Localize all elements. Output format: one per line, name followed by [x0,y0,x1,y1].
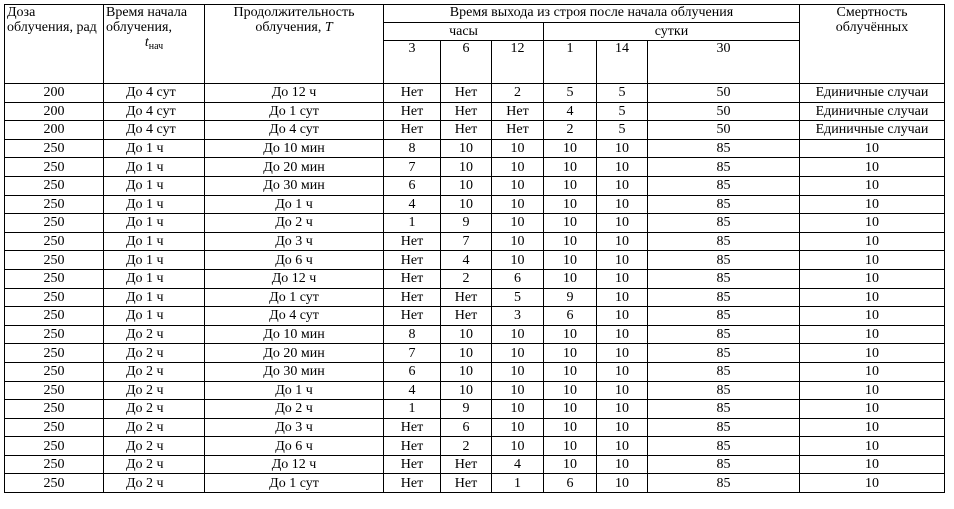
exit-3h-cell: Нет [384,251,441,270]
exit-6h-cell: 2 [441,437,492,456]
dose-cell: 250 [5,214,104,233]
dose-cell: 250 [5,269,104,288]
header-start-time-symbol [106,35,202,54]
mortality-cell: 10 [800,195,945,214]
exit-30d-cell: 50 [648,84,800,103]
header-start-time-text: Время начала облучения, [106,5,188,35]
duration-cell: До 1 ч [205,195,384,214]
exit-14d-cell: 10 [597,307,648,326]
exit-14d-cell: 5 [597,84,648,103]
exit-30d-cell: 85 [648,158,800,177]
exit-30d-cell: 85 [648,325,800,344]
table-row [5,474,945,493]
header-duration [205,5,384,84]
exit-3h-cell: 6 [384,362,441,381]
table-row [5,381,945,400]
exit-1d-cell: 10 [544,139,597,158]
header-days-text: сутки [654,24,689,39]
exit-14d-cell: 10 [597,269,648,288]
header-mortality [800,5,945,84]
exit-30d-cell: 85 [648,362,800,381]
header-exit-time [384,5,800,23]
start-time-cell: До 1 ч [104,269,205,288]
exit-6h-cell: Нет [441,84,492,103]
dose-cell: 250 [5,139,104,158]
mortality-cell: 10 [800,455,945,474]
exit-12h-cell: 2 [492,84,544,103]
exit-3h-cell: Нет [384,474,441,493]
exit-6h-cell: Нет [441,288,492,307]
exit-12h-cell: 10 [492,251,544,270]
table-row [5,251,945,270]
header-row-1 [5,5,945,23]
exit-3h-cell: Нет [384,121,441,140]
start-time-cell: До 2 ч [104,362,205,381]
table-row [5,437,945,456]
header-col-6h: 6 [441,41,492,84]
exit-14d-cell: 10 [597,158,648,177]
exit-30d-cell: 85 [648,139,800,158]
exit-14d-cell: 10 [597,232,648,251]
header-duration-text: Продолжительность облучения, [233,5,355,35]
exit-30d-cell: 85 [648,437,800,456]
duration-cell: До 12 ч [205,84,384,103]
duration-cell: До 10 мин [205,325,384,344]
duration-cell: До 20 мин [205,344,384,363]
exit-1d-cell: 2 [544,121,597,140]
exit-30d-cell: 85 [648,418,800,437]
exit-1d-cell: 10 [544,437,597,456]
table-row [5,121,945,140]
exit-3h-cell: 7 [384,158,441,177]
mortality-cell: 10 [800,362,945,381]
exit-3h-cell: Нет [384,269,441,288]
exit-1d-cell: 4 [544,102,597,121]
exit-1d-cell: 10 [544,362,597,381]
header-mortality-text: Смертность облучённых [835,5,909,35]
mortality-cell: 10 [800,474,945,493]
exit-30d-cell: 85 [648,474,800,493]
mortality-cell: Единичные случаи [800,102,945,121]
exit-14d-cell: 10 [597,400,648,419]
exit-30d-cell: 85 [648,232,800,251]
exit-3h-cell: Нет [384,418,441,437]
mortality-cell: 10 [800,418,945,437]
mortality-cell: 10 [800,232,945,251]
header-dose [5,5,104,84]
duration-cell: До 1 сут [205,288,384,307]
exit-3h-cell: Нет [384,455,441,474]
header-hours-text: часы [449,24,478,39]
duration-cell: До 12 ч [205,455,384,474]
exit-1d-cell: 6 [544,307,597,326]
table-row [5,195,945,214]
exit-3h-cell: 4 [384,381,441,400]
duration-cell: До 20 мин [205,158,384,177]
start-time-cell: До 2 ч [104,455,205,474]
table-row [5,84,945,103]
dose-cell: 250 [5,288,104,307]
header-col-3h: 3 [384,41,441,84]
exit-6h-cell: 10 [441,158,492,177]
exit-12h-cell: 10 [492,176,544,195]
start-time-cell: До 1 ч [104,288,205,307]
mortality-cell: Единичные случаи [800,84,945,103]
header-start-time [104,5,205,84]
exit-3h-cell: 1 [384,214,441,233]
exit-12h-cell: 6 [492,269,544,288]
start-time-cell: До 2 ч [104,325,205,344]
exit-1d-cell: 10 [544,232,597,251]
dose-cell: 250 [5,455,104,474]
duration-cell: До 4 сут [205,307,384,326]
exit-3h-cell: Нет [384,232,441,251]
table-row [5,232,945,251]
exit-12h-cell: 10 [492,232,544,251]
table-row [5,344,945,363]
exit-6h-cell: 10 [441,362,492,381]
mortality-cell: 10 [800,344,945,363]
start-time-cell: До 1 ч [104,176,205,195]
exit-14d-cell: 10 [597,455,648,474]
exit-6h-cell: 10 [441,325,492,344]
exit-14d-cell: 5 [597,121,648,140]
exit-12h-cell: 10 [492,437,544,456]
exit-1d-cell: 10 [544,214,597,233]
exit-12h-cell: 10 [492,158,544,177]
exit-12h-cell: 1 [492,474,544,493]
exit-30d-cell: 85 [648,307,800,326]
exit-6h-cell: Нет [441,121,492,140]
start-time-cell: До 2 ч [104,344,205,363]
exit-14d-cell: 10 [597,381,648,400]
exit-14d-cell: 10 [597,214,648,233]
dose-cell: 200 [5,102,104,121]
mortality-cell: 10 [800,139,945,158]
duration-cell: До 1 сут [205,102,384,121]
exit-1d-cell: 10 [544,381,597,400]
exit-6h-cell: 7 [441,232,492,251]
table-row [5,102,945,121]
mortality-cell: 10 [800,269,945,288]
start-time-cell: До 1 ч [104,251,205,270]
dose-cell: 250 [5,307,104,326]
exit-6h-cell: 10 [441,344,492,363]
duration-cell: До 3 ч [205,232,384,251]
exit-30d-cell: 85 [648,288,800,307]
duration-cell: До 30 мин [205,176,384,195]
duration-cell: До 2 ч [205,214,384,233]
exit-14d-cell: 10 [597,195,648,214]
exit-6h-cell: 2 [441,269,492,288]
exit-14d-cell: 10 [597,251,648,270]
start-time-subscript: нач [148,41,164,52]
exit-30d-cell: 85 [648,400,800,419]
exit-30d-cell: 85 [648,214,800,233]
radiation-table-container [4,4,945,493]
mortality-cell: 10 [800,307,945,326]
exit-30d-cell: 85 [648,195,800,214]
dose-cell: 250 [5,344,104,363]
duration-cell: До 6 ч [205,251,384,270]
exit-1d-cell: 10 [544,176,597,195]
exit-12h-cell: 10 [492,139,544,158]
exit-14d-cell: 10 [597,418,648,437]
header-exit-time-text: Время выхода из строя после начала облучения [449,5,734,20]
start-time-cell: До 2 ч [104,418,205,437]
table-row [5,455,945,474]
header-col-1d: 1 [544,41,597,84]
start-time-cell: До 2 ч [104,474,205,493]
table-row [5,325,945,344]
table-row [5,139,945,158]
exit-30d-cell: 85 [648,251,800,270]
exit-3h-cell: Нет [384,437,441,456]
duration-cell: До 2 ч [205,400,384,419]
header-col-30d: 30 [648,41,800,84]
exit-6h-cell: 10 [441,176,492,195]
mortality-cell: 10 [800,158,945,177]
duration-cell: До 6 ч [205,437,384,456]
header-col-14d: 14 [597,41,648,84]
start-time-cell: До 1 ч [104,139,205,158]
exit-3h-cell: Нет [384,102,441,121]
exit-12h-cell: 5 [492,288,544,307]
exit-6h-cell: Нет [441,455,492,474]
exit-12h-cell: 10 [492,362,544,381]
dose-cell: 250 [5,325,104,344]
exit-3h-cell: Нет [384,84,441,103]
mortality-cell: 10 [800,176,945,195]
exit-1d-cell: 10 [544,344,597,363]
exit-14d-cell: 10 [597,474,648,493]
mortality-cell: 10 [800,251,945,270]
dose-cell: 250 [5,195,104,214]
exit-12h-cell: Нет [492,121,544,140]
exit-1d-cell: 10 [544,195,597,214]
dose-cell: 250 [5,418,104,437]
table-row [5,176,945,195]
exit-14d-cell: 10 [597,344,648,363]
exit-12h-cell: 10 [492,381,544,400]
mortality-cell: 10 [800,288,945,307]
exit-30d-cell: 85 [648,176,800,195]
exit-6h-cell: 6 [441,418,492,437]
start-time-symbol: t [144,35,149,50]
duration-cell: До 3 ч [205,418,384,437]
exit-12h-cell: 4 [492,455,544,474]
exit-30d-cell: 85 [648,381,800,400]
table-row [5,214,945,233]
exit-30d-cell: 85 [648,455,800,474]
start-time-cell: До 1 ч [104,214,205,233]
exit-6h-cell: Нет [441,474,492,493]
exit-3h-cell: 8 [384,139,441,158]
exit-3h-cell: 8 [384,325,441,344]
start-time-cell: До 2 ч [104,400,205,419]
duration-cell: До 1 ч [205,381,384,400]
mortality-cell: 10 [800,325,945,344]
exit-1d-cell: 10 [544,325,597,344]
exit-3h-cell: 1 [384,400,441,419]
dose-cell: 250 [5,437,104,456]
header-dose-text: Доза облучения, рад [7,5,97,35]
dose-cell: 250 [5,362,104,381]
exit-14d-cell: 10 [597,325,648,344]
exit-1d-cell: 10 [544,158,597,177]
exit-3h-cell: 6 [384,176,441,195]
table-row [5,158,945,177]
duration-cell: До 4 сут [205,121,384,140]
exit-12h-cell: 10 [492,325,544,344]
duration-cell: До 1 сут [205,474,384,493]
dose-cell: 250 [5,381,104,400]
start-time-cell: До 1 ч [104,307,205,326]
exit-1d-cell: 10 [544,251,597,270]
duration-cell: До 10 мин [205,139,384,158]
dose-cell: 250 [5,251,104,270]
header-col-12h: 12 [492,41,544,84]
exit-14d-cell: 10 [597,139,648,158]
start-time-cell: До 4 сут [104,121,205,140]
start-time-cell: До 2 ч [104,437,205,456]
exit-12h-cell: Нет [492,102,544,121]
exit-12h-cell: 10 [492,344,544,363]
exit-1d-cell: 6 [544,474,597,493]
exit-6h-cell: 4 [441,251,492,270]
exit-1d-cell: 9 [544,288,597,307]
exit-1d-cell: 10 [544,418,597,437]
header-duration-symbol: T [324,20,333,35]
start-time-cell: До 1 ч [104,232,205,251]
table-row [5,269,945,288]
exit-12h-cell: 10 [492,214,544,233]
dose-cell: 250 [5,158,104,177]
exit-30d-cell: 85 [648,269,800,288]
exit-6h-cell: 9 [441,214,492,233]
exit-3h-cell: Нет [384,288,441,307]
exit-30d-cell: 50 [648,121,800,140]
exit-6h-cell: Нет [441,307,492,326]
exit-6h-cell: 10 [441,195,492,214]
start-time-cell: До 1 ч [104,195,205,214]
exit-14d-cell: 10 [597,176,648,195]
duration-cell: До 12 ч [205,269,384,288]
dose-cell: 250 [5,400,104,419]
exit-1d-cell: 10 [544,455,597,474]
dose-cell: 250 [5,232,104,251]
exit-14d-cell: 10 [597,362,648,381]
header-hours [384,23,544,41]
exit-12h-cell: 10 [492,400,544,419]
exit-1d-cell: 5 [544,84,597,103]
table-row [5,362,945,381]
exit-3h-cell: 4 [384,195,441,214]
exit-6h-cell: 10 [441,139,492,158]
mortality-cell: 10 [800,381,945,400]
dose-cell: 200 [5,84,104,103]
start-time-cell: До 1 ч [104,158,205,177]
table-row [5,307,945,326]
exit-14d-cell: 5 [597,102,648,121]
duration-cell: До 30 мин [205,362,384,381]
exit-3h-cell: Нет [384,307,441,326]
dose-cell: 250 [5,176,104,195]
mortality-cell: 10 [800,214,945,233]
start-time-cell: До 2 ч [104,381,205,400]
exit-6h-cell: Нет [441,102,492,121]
table-row [5,288,945,307]
exit-3h-cell: 7 [384,344,441,363]
table-body [5,84,945,493]
exit-12h-cell: 10 [492,195,544,214]
header-days [544,23,800,41]
exit-6h-cell: 10 [441,381,492,400]
exit-6h-cell: 9 [441,400,492,419]
exit-30d-cell: 50 [648,102,800,121]
radiation-exposure-table [4,4,945,493]
exit-12h-cell: 3 [492,307,544,326]
exit-12h-cell: 10 [492,418,544,437]
dose-cell: 200 [5,121,104,140]
dose-cell: 250 [5,474,104,493]
exit-30d-cell: 85 [648,344,800,363]
start-time-cell: До 4 сут [104,84,205,103]
table-row [5,400,945,419]
exit-14d-cell: 10 [597,288,648,307]
mortality-cell: Единичные случаи [800,121,945,140]
mortality-cell: 10 [800,400,945,419]
start-time-cell: До 4 сут [104,102,205,121]
mortality-cell: 10 [800,437,945,456]
exit-1d-cell: 10 [544,269,597,288]
table-row [5,418,945,437]
exit-1d-cell: 10 [544,400,597,419]
exit-14d-cell: 10 [597,437,648,456]
